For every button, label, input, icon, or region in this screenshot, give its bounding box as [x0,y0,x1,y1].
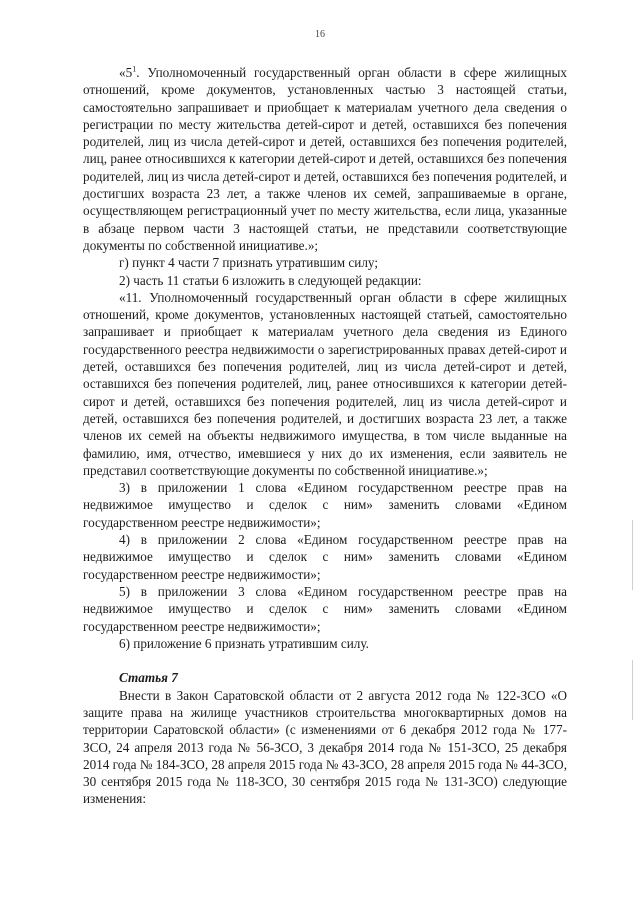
paragraph-item-3: 3) в приложении 1 слова «Едином государственном реестре прав на недвижимое имущество и сделок с ним» заменить словами «Едином государственном реестре недвижимости»; [83,480,567,530]
paragraph-item-4: 4) в приложении 2 слова «Едином государственном реестре прав на недвижимое имущество и сделок с ним» заменить словами «Едином государственном реестре недвижимости»; [83,532,567,582]
paragraph-item-g: г) пункт 4 части 7 признать утратившим силу; [119,255,378,271]
paragraph-part-11: «11. Уполномоченный государственный орган области в сфере жилищных отношений, кроме документов, установленных настоящей статьей, самостоятельно запрашивает и приобщает к материалам учетного дела сведения из Единого государственного реестра недвижимости о зарегистрированных правах детей-сирот и детей, оставшихся без попечения родителей, лиц из числа детей-сирот и детей, оставшихся без попечения родителей, лиц, ранее относившихся к категории детей-сирот и детей, оставшихся без попечения родителей, лиц из числа детей-сирот и детей, оставшихся без попечения родителей, и достигших возраста 23 лет, а также членов их семей на объекты недвижимого имущества, в том числе выданные на фамилию, имя, отчество, имевшиеся у них до их изменения, если заявитель не представил соответствующие документы по собственной инициативе.»; [83,289,567,478]
paragraph-article-5-1-text: . Уполномоченный государственный орган области в сфере жилищных отношений, кроме документов, установленных частью 3 настоящей статьи, самостоятельно запрашивает и приобщает к материалам учетного дела сведения о регистрации по месту жительства детей-сирот и детей, оставшихся без попечения родителей, лиц из числа детей-сирот и детей, оставшихся без попечения родителей, лиц, ранее относившихся к категории детей-сирот и детей, оставшихся без попечения родителей, лиц из числа детей-сирот и детей, оставшихся без попечения родителей, и достигших возраста 23 лет, а также членов их семей, запрашиваемые в органе, осуществляющем регистрационный учет по месту жительства, если лица, указанные в абзаце первом части 3 настоящей статьи, не представили соответствующие документы по собственной инициативе.»; [83,65,567,253]
paragraph-item-6: 6) приложение 6 признать утратившим силу. [119,635,369,651]
scan-edge-line [632,520,633,590]
superscript-index: 1 [132,64,137,74]
paragraph-article-5-1 [83,64,567,254]
scan-edge-line [632,660,633,720]
document-body [83,64,567,808]
paragraph-item-2: 2) часть 11 статьи 6 изложить в следующей редакции: [119,272,422,288]
paragraph-article-5-1-start: «5 [119,65,133,80]
paragraph-item-5: 5) в приложении 3 слова «Едином государственном реестре прав на недвижимое имущество и сделок с ним» заменить словами «Едином государственном реестре недвижимости»; [83,583,567,634]
page-number: 16 [315,29,325,40]
article-heading: Статья 7 [119,670,178,686]
paragraph-article-7-intro: Внести в Закон Саратовской области от 2 августа 2012 года № 122-ЗСО «О защите права на жилище участников строительства многоквартирных домов на территории Саратовской области» (с изменениями от 6 декабря 2012 года № 177-ЗСО, 24 апреля 2013 года № 56-ЗСО, 3 декабря 2014 года № 151-ЗСО, 25 декабря 2014 года № 184-ЗСО, 28 апреля 2015 года № 43-ЗСО, 28 апреля 2015 года № 44-ЗСО, 30 сентября 2015 года № 118-ЗСО, 30 сентября 2015 года № 131-ЗСО) следующие изменения: [83,687,567,807]
